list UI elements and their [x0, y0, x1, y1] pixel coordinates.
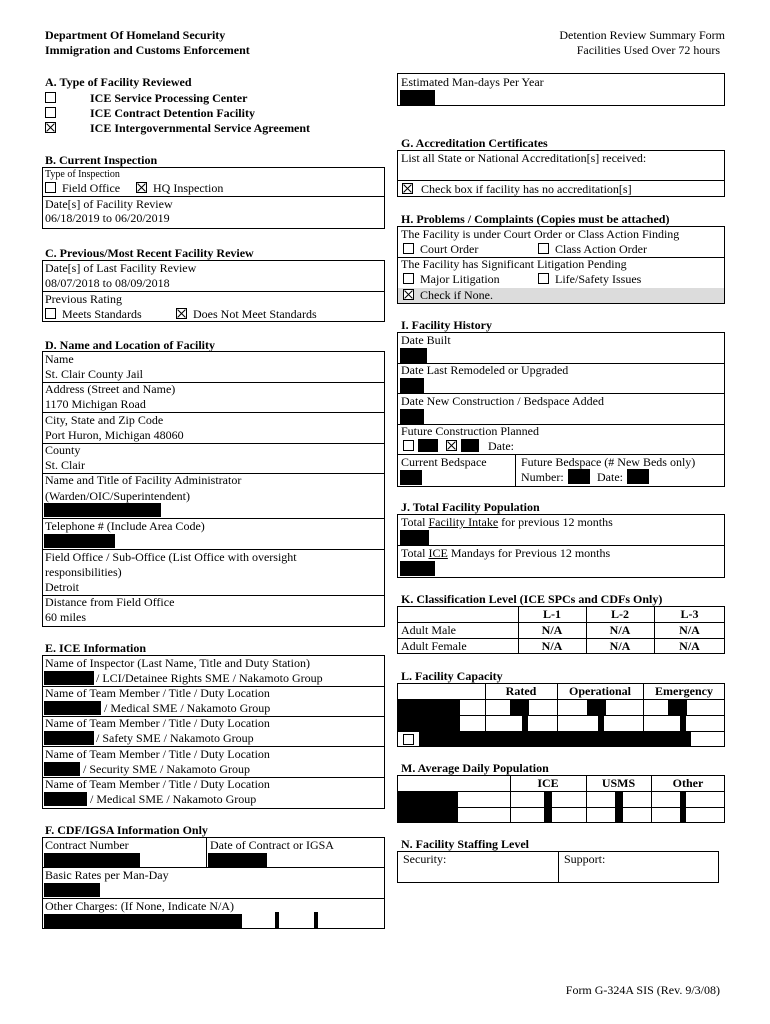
- support-staffing-label: Support:: [564, 852, 606, 866]
- redacted-team-member-2: [44, 731, 94, 745]
- adult-female-l1: N/A: [541, 639, 563, 653]
- mandays-label: Estimated Man-days Per Year: [401, 75, 544, 89]
- date-built-label: Date Built: [401, 333, 451, 347]
- field-office-oversight-sublabel: responsibilities): [45, 565, 122, 579]
- redacted-telephone: [44, 534, 115, 548]
- team-member-1-value: / Medical SME / Nakamoto Group: [104, 701, 271, 715]
- section-k-title: K. Classification Level (ICE SPCs and CDFs Only): [401, 592, 663, 606]
- team-member-4-label: Name of Team Member / Title / Duty Location: [45, 777, 270, 791]
- meets-standards-label: Meets Standards: [62, 307, 142, 321]
- adult-female-l2: N/A: [609, 639, 631, 653]
- inspection-type-label: Type of Inspection: [45, 169, 120, 180]
- redacted-ice-mandays: [400, 561, 435, 576]
- hq-inspection-checkbox[interactable]: [136, 182, 147, 193]
- team-member-1-label: Name of Team Member / Title / Duty Location: [45, 686, 270, 700]
- redacted-mandays: [400, 90, 435, 105]
- spc-label: ICE Service Processing Center: [90, 91, 248, 105]
- redacted-team-member-3: [44, 762, 80, 776]
- other-charges-label: Other Charges: (If None, Indicate N/A): [45, 899, 235, 913]
- redacted-administrator: [44, 503, 161, 517]
- redacted-facility-intake: [400, 530, 429, 545]
- team-member-2-value: / Safety SME / Nakamoto Group: [96, 731, 254, 745]
- redacted-team-member-4: [44, 792, 87, 806]
- section-i-title: I. Facility History: [401, 318, 492, 332]
- future-construction-no-checkbox[interactable]: [403, 440, 414, 451]
- major-litigation-checkbox[interactable]: [403, 273, 414, 284]
- field-office-value: Detroit: [45, 580, 79, 594]
- adult-male-l2: N/A: [609, 623, 631, 637]
- previous-rating-label: Previous Rating: [45, 292, 122, 306]
- section-h-title: H. Problems / Complaints (Copies must be attached): [401, 212, 670, 226]
- form-subtitle: Facilities Used Over 72 hours: [576, 43, 720, 57]
- field-office-checkbox[interactable]: [45, 182, 56, 193]
- redacted-new-construction: [400, 409, 424, 424]
- redacted-basic-rates: [44, 883, 100, 897]
- future-construction-yes-checkbox[interactable]: [446, 440, 457, 451]
- contract-number-label: Contract Number: [45, 838, 129, 852]
- col-operational: Operational: [569, 684, 631, 698]
- review-dates-label: Date[s] of Facility Review: [45, 197, 173, 211]
- accreditation-list-label: List all State or National Accreditation[s] received:: [401, 151, 647, 165]
- address-value: 1170 Michigan Road: [45, 397, 146, 411]
- col-emergency: Emergency: [655, 684, 713, 698]
- administrator-label: Name and Title of Facility Administrator: [45, 473, 242, 487]
- cdf-checkbox[interactable]: [45, 107, 56, 118]
- section-a-title: A. Type of Facility Reviewed: [45, 75, 192, 89]
- col-other: Other: [672, 776, 704, 790]
- redacted-contract-number: [44, 853, 140, 867]
- adult-male-l3: N/A: [679, 623, 700, 637]
- col-usms: USMS: [601, 776, 636, 790]
- col-l1: L-1: [543, 607, 561, 621]
- facility-name-label: Name: [45, 352, 74, 366]
- section-e-title: E. ICE Information: [45, 641, 147, 655]
- no-accreditation-label: Check box if facility has no accreditation[s]: [421, 182, 632, 196]
- section-j-title: J. Total Facility Population: [401, 500, 540, 514]
- redacted-team-member-1: [44, 701, 101, 715]
- class-action-label: Class Action Order: [555, 242, 647, 256]
- redacted-other-charges: [44, 914, 242, 928]
- court-order-label: Court Order: [420, 242, 479, 256]
- field-office-label: Field Office: [62, 181, 121, 195]
- new-construction-label: Date New Construction / Bedspace Added: [401, 394, 604, 408]
- contract-date-label: Date of Contract or IGSA: [210, 838, 334, 852]
- life-safety-checkbox[interactable]: [538, 273, 549, 284]
- security-staffing-label: Security:: [403, 852, 447, 866]
- city-value: Port Huron, Michigan 48060: [45, 428, 184, 442]
- last-review-dates-value: 08/07/2018 to 08/09/2018: [45, 276, 170, 290]
- redacted-contract-date: [208, 853, 267, 867]
- section-d-title: D. Name and Location of Facility: [45, 338, 215, 352]
- court-order-line: The Facility is under Court Order or Class Action Finding: [401, 227, 680, 241]
- future-bedspace-label: Future Bedspace (# New Beds only): [521, 455, 696, 469]
- field-office-oversight-label: Field Office / Sub-Office (List Office with oversight: [45, 550, 297, 564]
- team-member-3-label: Name of Team Member / Title / Duty Location: [45, 747, 270, 761]
- redacted-inspector: [44, 671, 94, 685]
- litigation-line: The Facility has Significant Litigation Pending: [401, 257, 627, 271]
- life-safety-label: Life/Safety Issues: [555, 272, 642, 286]
- facility-intake-label: Total Facility Intake for previous 12 months: [401, 515, 613, 529]
- future-construction-label: Future Construction Planned: [401, 424, 539, 438]
- address-label: Address (Street and Name): [45, 382, 176, 396]
- col-l3: L-3: [680, 607, 699, 621]
- class-action-checkbox[interactable]: [538, 243, 549, 254]
- redacted-capacity-labels: [398, 700, 460, 731]
- no-problems-checkbox[interactable]: [403, 289, 414, 300]
- current-bedspace-label: Current Bedspace: [401, 455, 487, 469]
- county-value: St. Clair: [45, 458, 86, 472]
- adult-male-label: Adult Male: [401, 623, 456, 637]
- col-l2: L-2: [611, 607, 629, 621]
- telephone-label: Telephone # (Include Area Code): [45, 519, 205, 533]
- administrator-sublabel: (Warden/OIC/Superintendent): [45, 489, 190, 503]
- last-review-dates-label: Date[s] of Last Facility Review: [45, 261, 197, 275]
- future-bed-number-label: Number:: [521, 470, 564, 484]
- no-problems-label: Check if None.: [420, 288, 493, 302]
- future-bed-date-label: Date:: [597, 470, 623, 484]
- redacted-date-remodeled: [400, 378, 424, 393]
- section-f-title: F. CDF/IGSA Information Only: [45, 823, 208, 837]
- distance-label: Distance from Field Office: [45, 595, 175, 609]
- redacted-population-labels: [398, 792, 458, 822]
- future-date-label: Date:: [488, 439, 514, 453]
- redacted-capacity-row: [419, 732, 691, 747]
- section-g-title: G. Accreditation Certificates: [401, 136, 548, 150]
- team-member-3-value: / Security SME / Nakamoto Group: [83, 762, 250, 776]
- facility-name-value: St. Clair County Jail: [45, 367, 144, 381]
- section-m-title: M. Average Daily Population: [401, 761, 549, 775]
- distance-value: 60 miles: [45, 610, 86, 624]
- inspector-label: Name of Inspector (Last Name, Title and Duty Station): [45, 656, 310, 670]
- meets-standards-checkbox[interactable]: [45, 308, 56, 319]
- department-name: Department Of Homeland Security: [45, 28, 226, 42]
- date-remodeled-label: Date Last Remodeled or Upgraded: [401, 363, 569, 377]
- inspector-value: / LCI/Detainee Rights SME / Nakamoto Group: [96, 671, 323, 685]
- col-rated: Rated: [505, 684, 537, 698]
- igsa-checkbox[interactable]: [45, 122, 56, 133]
- adult-female-l3: N/A: [679, 639, 700, 653]
- redacted-future-bed-number: [568, 469, 590, 484]
- team-member-4-value: / Medical SME / Nakamoto Group: [90, 792, 257, 806]
- court-order-checkbox[interactable]: [403, 243, 414, 254]
- redacted-date-built: [400, 348, 427, 363]
- basic-rates-label: Basic Rates per Man-Day: [45, 868, 169, 882]
- no-accreditation-checkbox[interactable]: [402, 183, 413, 194]
- city-label: City, State and Zip Code: [45, 413, 164, 427]
- ice-mandays-label: Total ICE Mandays for Previous 12 months: [401, 546, 611, 560]
- form-number: Form G-324A SIS (Rev. 9/3/08): [565, 983, 720, 997]
- hq-inspection-label: HQ Inspection: [153, 181, 224, 195]
- igsa-label: ICE Intergovernmental Service Agreement: [90, 121, 311, 135]
- major-litigation-label: Major Litigation: [420, 272, 500, 286]
- form-title: Detention Review Summary Form: [559, 28, 725, 42]
- spc-checkbox[interactable]: [45, 92, 56, 103]
- redacted-future-bed-date: [627, 469, 649, 484]
- does-not-meet-checkbox[interactable]: [176, 308, 187, 319]
- section-n-title: N. Facility Staffing Level: [401, 837, 529, 851]
- county-label: County: [45, 443, 81, 457]
- does-not-meet-label: Does Not Meet Standards: [193, 307, 317, 321]
- agency-name: Immigration and Customs Enforcement: [45, 43, 250, 57]
- section-c-title: C. Previous/Most Recent Facility Review: [45, 246, 254, 260]
- team-member-2-label: Name of Team Member / Title / Duty Location: [45, 716, 270, 730]
- section-l-title: L. Facility Capacity: [401, 669, 503, 683]
- col-ice: ICE: [537, 776, 559, 790]
- capacity-row-checkbox[interactable]: [403, 734, 414, 745]
- adult-female-label: Adult Female: [401, 639, 467, 653]
- section-b-title: B. Current Inspection: [45, 153, 158, 167]
- review-dates-value: 06/18/2019 to 06/20/2019: [45, 211, 170, 225]
- cdf-label: ICE Contract Detention Facility: [90, 106, 255, 120]
- redacted-current-bedspace: [400, 470, 422, 485]
- adult-male-l1: N/A: [541, 623, 563, 637]
